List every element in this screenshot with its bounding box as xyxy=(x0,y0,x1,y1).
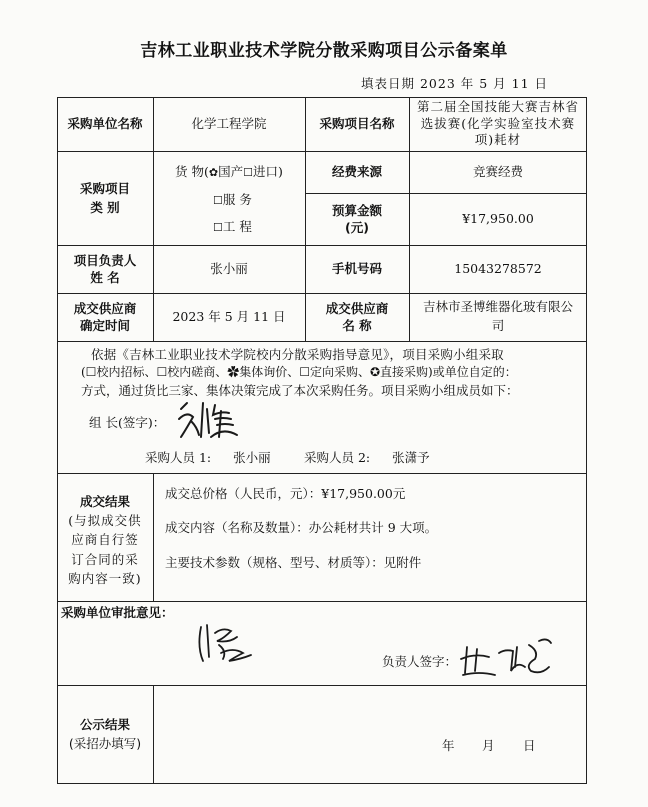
category-label xyxy=(57,151,153,245)
goods-import-label: 进口) xyxy=(252,164,283,179)
publicity-year: 年 xyxy=(442,738,455,753)
budget-value: ¥17,950.00 xyxy=(462,211,534,227)
result-label: 成交结果 xyxy=(79,494,130,509)
leader-label-line1: 项目负责人 xyxy=(73,252,137,268)
unit-label: 采购单位名称 xyxy=(67,116,143,132)
unit-value: 化学工程学院 xyxy=(191,116,267,132)
result-note: (与拟成交供应商自行签订合同的采购内容一致) xyxy=(68,513,142,587)
category-label-line2: 类 别 xyxy=(90,200,120,215)
member2 xyxy=(304,447,430,468)
group-leader-label: 组 长(签字)： xyxy=(89,415,166,430)
publicity-label-line2: (采招办填写) xyxy=(68,735,142,751)
category-label-line1: 采购项目 xyxy=(79,180,130,196)
engineering-option xyxy=(213,216,252,238)
budget-label xyxy=(305,193,409,245)
fund-source-value: 竞赛经费 xyxy=(472,164,523,180)
approval-label: 采购单位审批意见： xyxy=(61,605,174,620)
member1 xyxy=(145,447,271,468)
publicity-label-line1: 公示结果 xyxy=(79,716,130,732)
goods-import-checkbox[interactable]: ☐ xyxy=(243,166,253,179)
publicity-month: 月 xyxy=(482,738,495,753)
page-title: 吉林工业职业技术学院分散采购项目公示备案单 xyxy=(140,41,508,61)
service-label: 服 务 xyxy=(222,192,252,207)
phone-label: 手机号码 xyxy=(331,261,382,277)
fund-source-label: 经费来源 xyxy=(331,164,382,180)
result-content: 成交内容（名称及数量）：办公耗材共计 9 大项。 xyxy=(165,520,438,535)
record-form-table xyxy=(57,97,587,784)
group-leader-signature xyxy=(175,397,245,441)
member2-label: 采购人员 2: xyxy=(304,450,371,465)
supplier-time-label-line1: 成交供应商 xyxy=(73,300,137,316)
supplier-time-label-line2: 确定时间 xyxy=(79,318,130,333)
result-total-price: 成交总价格（人民币，元）：¥17,950.00元 xyxy=(165,486,406,501)
member1-name: 张小丽 xyxy=(233,450,271,465)
leader-name: 张小丽 xyxy=(210,261,248,277)
project-label: 采购项目名称 xyxy=(319,116,395,132)
member2-name: 张潇予 xyxy=(392,450,430,465)
budget-label-line1: 预算金额 xyxy=(331,202,382,218)
service-option xyxy=(213,189,252,211)
goods-label: 货 物( xyxy=(175,164,209,179)
supplier-name-label-line1: 成交供应商 xyxy=(325,300,389,316)
budget-label-line2: (元) xyxy=(345,220,369,235)
goods-domestic-checkbox[interactable]: ✿ xyxy=(208,166,219,179)
approval-signer-label: 负责人签字： xyxy=(382,654,458,669)
supplier-name-value: 吉林市圣博维器化玻有限公司 xyxy=(422,299,573,333)
leader-label-line2: 姓 名 xyxy=(90,270,120,285)
approval-signer-signature xyxy=(455,637,555,681)
phone-value: 15043278572 xyxy=(454,261,542,277)
method-line1: 依据《吉林工业职业技术学院校内分散采购指导意见》，项目采购小组采取 xyxy=(91,347,504,362)
approval-signature xyxy=(193,617,263,665)
member1-label: 采购人员 1: xyxy=(145,450,212,465)
publicity-content-cell xyxy=(153,685,587,784)
method-line3: 方式，通过货比三家、集体决策完成了本次采购任务。项目采购小组成员如下： xyxy=(81,383,519,398)
engineering-label: 工 程 xyxy=(222,219,252,234)
engineering-checkbox[interactable]: ☐ xyxy=(213,221,223,234)
supplier-time-label xyxy=(57,293,153,341)
service-checkbox[interactable]: ☐ xyxy=(213,194,223,207)
publicity-day: 日 xyxy=(523,738,536,753)
project-value: 第二届全国技能大赛吉林省选拔赛(化学实验室技术赛项)耗材 xyxy=(417,98,580,148)
supplier-name-label xyxy=(305,293,409,341)
leader-label xyxy=(57,245,153,293)
supplier-name-label-line2: 名 称 xyxy=(342,318,372,333)
supplier-time-value: 2023 年 5 月 11 日 xyxy=(172,309,286,325)
publicity-label xyxy=(57,685,153,784)
goods-domestic-label: 国产 xyxy=(218,164,244,179)
fill-date: 填表日期 2023 年 5 月 11 日 xyxy=(360,76,548,91)
method-line2: (☐校内招标、☐校内磋商、✿集体询价、☐定向采购、✪直接采购)或单位自定的： xyxy=(81,365,517,379)
result-params: 主要技术参数（规格、型号、材质等）：见附件 xyxy=(165,555,422,570)
goods-option xyxy=(175,161,283,183)
